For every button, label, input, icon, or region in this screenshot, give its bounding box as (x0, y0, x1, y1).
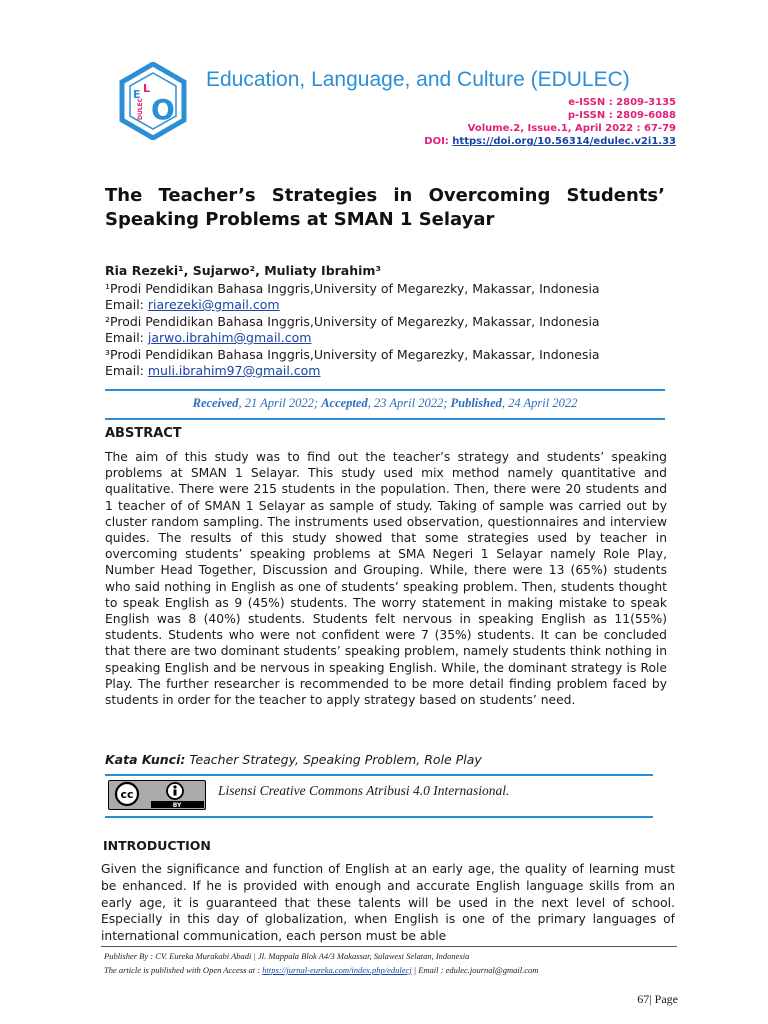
logo-letter-o: O (151, 93, 175, 126)
accepted-label: Accepted (321, 396, 368, 410)
affiliation-2: ²Prodi Pendidikan Bahasa Inggris,University of Megarezky, Makassar, Indonesia (105, 314, 600, 329)
page-number-value: 67 (637, 992, 650, 1006)
logo-letter-l: L (143, 82, 151, 95)
divider (105, 774, 653, 776)
received-label: Received (192, 396, 239, 410)
cc-by-license-badge[interactable] (108, 780, 206, 810)
introduction-heading: INTRODUCTION (103, 838, 211, 853)
divider (105, 816, 653, 818)
keywords-label: Kata Kunci: (105, 752, 186, 767)
author-list: Ria Rezeki¹, Sujarwo², Muliaty Ibrahim³ (105, 263, 381, 278)
keywords-line (105, 752, 482, 767)
accepted-date: , 23 April 2022; (367, 396, 451, 410)
cc-icon: cc (120, 788, 134, 801)
received-date: , 21 April 2022; (238, 396, 322, 410)
author-email-link[interactable]: jarwo.ibrahim@gmail.com (147, 330, 312, 345)
journal-url-link[interactable]: https://jurnal-eureka.com/index.php/edulecj (262, 965, 412, 975)
open-access-label: The article is published with Open Access at : (104, 965, 263, 975)
abstract-heading: ABSTRACT (105, 426, 182, 441)
author-email-link[interactable]: muli.ibrahim97@gmail.com (147, 363, 321, 378)
logo-side-text: DULEC (137, 97, 144, 120)
license-link[interactable]: Lisensi Creative Commons Atribusi 4.0 Internasional (218, 783, 507, 798)
email-line-1 (105, 297, 280, 312)
page-number (637, 992, 678, 1007)
logo-letter-e: E (133, 88, 141, 101)
email-line-3 (105, 363, 320, 378)
journal-email: | Email : edulec.journal@gmail.com (411, 965, 539, 975)
doi-link[interactable]: https://doi.org/10.56314/edulec.v2i1.33 (452, 136, 676, 147)
journal-logo (118, 62, 188, 140)
open-access-line (104, 965, 538, 975)
published-label: Published (450, 396, 502, 410)
email-label: Email: (105, 363, 148, 378)
paper-title: The Teacher’s Strategies in Overcoming Students’ Speaking Problems at SMAN 1 Selayar (105, 185, 665, 230)
doi-label: DOI: (424, 136, 453, 147)
published-date: , 24 April 2022 (501, 396, 578, 410)
article-dates (105, 396, 665, 411)
email-label: Email: (105, 330, 148, 345)
affiliation-1: ¹Prodi Pendidikan Bahasa Inggris,University of Megarezky, Makassar, Indonesia (105, 281, 600, 296)
keywords-text: Teacher Strategy, Speaking Problem, Role Play (185, 752, 482, 767)
e-issn: e-ISSN : 2809-3135 (568, 97, 676, 108)
doi-line (424, 136, 676, 147)
journal-title: Education, Language, and Culture (EDULEC) (206, 68, 630, 91)
license-period: . (506, 783, 510, 798)
affiliation-3: ³Prodi Pendidikan Bahasa Inggris,University of Megarezky, Makassar, Indonesia (105, 347, 600, 362)
abstract-text: The aim of this study was to find out the teacher’s strategy and students’ speaking problems at SMAN 1 Selayar. This study used mix method namely quantitative and qualitative. There were 215 students in the population. Then, there were 20 students and 1 teacher of of SMAN 1 Selayar as sample of study. Taking of sample was carried out by cluster random sampling. The instruments used observation, questionnaires and interview quides. The results of this study showed that some strategies used by teacher in overcoming students’ speaking problems at SMA Negeri 1 Selayar namely Role Play, Number Head Together, Discussion and Grouping. While, there were 13 (65%) students who said nothing in English as one of students’ speaking problem. Then, students thought to speak English as 9 (45%) students. The worry statement in making mistake to speak English was 8 (40%) students. Students felt nervous in speaking English as 11(55%) students. Students who were not confident were 7 (35%) students. It can be concluded that there are two dominant students’ speaking problem, namely students think nothing in speaking English and be nervous in speaking English. While, the dominant strategy is Role Play. The further researcher is recommended to be more detail finding problem faced by students in order for the teacher to apply strategy based on students’ need. (105, 450, 667, 708)
author-email-link[interactable]: riarezeki@gmail.com (147, 297, 280, 312)
license-text (218, 783, 509, 799)
p-issn: p-ISSN : 2809-6088 (567, 110, 676, 121)
footer-divider (101, 946, 677, 947)
publisher-line: Publisher By : CV. Eureka Murakabi Abadi | Jl. Mappala Blok A4/3 Makassar, Sulawesi Selatan, Indonesia (104, 951, 470, 961)
page-suffix: | Page (649, 992, 678, 1006)
volume-info: Volume.2, Issue.1, April 2022 : 67-79 (467, 123, 676, 134)
divider (105, 389, 665, 391)
email-label: Email: (105, 297, 148, 312)
email-line-2 (105, 330, 311, 345)
by-icon: BY (172, 802, 182, 808)
introduction-text: Given the significance and function of English at an early age, the quality of learning must be enhanced. If he is provided with enough and accurate English language skills from an early age, it is guaranteed that these talents will be used in the next level of school. Especially in this day of globalization, when English is one of the primary languages of international communication, each person must be able (101, 862, 675, 944)
divider (105, 418, 665, 420)
